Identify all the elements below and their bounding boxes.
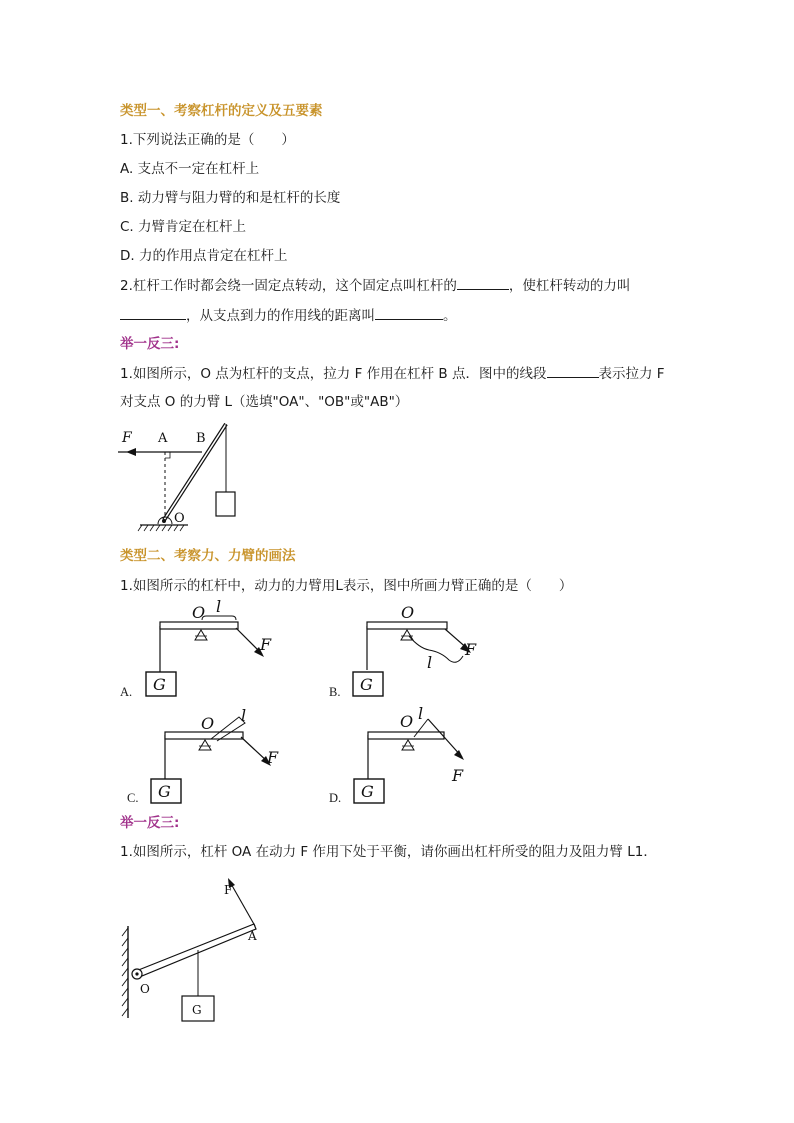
answer-blank bbox=[547, 364, 599, 378]
lever-figure-2 bbox=[120, 868, 270, 1028]
lever-bar bbox=[368, 732, 444, 739]
label-B: B bbox=[196, 431, 206, 446]
label-A: A bbox=[158, 431, 168, 446]
option-b-figure[interactable] bbox=[345, 600, 495, 700]
label-O: O bbox=[400, 712, 414, 731]
question-1-stem: 1.下列说法正确的是（ ） bbox=[120, 132, 295, 148]
label-G: G bbox=[361, 782, 374, 801]
fulcrum bbox=[402, 740, 414, 750]
practice-1-text-b: 表示拉力 F bbox=[598, 366, 665, 382]
practice-1-line-1 bbox=[120, 364, 665, 383]
section-2-heading: 类型二、考察力、力臂的画法 bbox=[120, 548, 296, 564]
option-d-figure[interactable] bbox=[348, 705, 498, 805]
pivot-point bbox=[162, 519, 166, 523]
option-a-label: A. bbox=[120, 685, 133, 699]
fulcrum bbox=[195, 630, 207, 640]
hanging-weight bbox=[216, 492, 235, 516]
option-c-figure[interactable] bbox=[145, 705, 295, 805]
lever-bar bbox=[367, 622, 447, 629]
question-1-option-b: B. 动力臂与阻力臂的和是杠杆的长度 bbox=[120, 190, 341, 206]
arm-brace bbox=[202, 616, 236, 620]
option-b-label: B. bbox=[329, 685, 341, 699]
label-F: F bbox=[260, 635, 272, 654]
label-F: F bbox=[465, 640, 477, 659]
force-line bbox=[230, 882, 255, 926]
question-2-text-a: 2.杠杆工作时都会绕一固定点转动，这个固定点叫杠杆的 bbox=[120, 278, 457, 294]
force-arrow-head bbox=[454, 750, 464, 760]
label-l: l bbox=[241, 706, 247, 725]
practice-2-stem: 1.如图所示，杠杆 OA 在动力 F 作用下处于平衡，请你画出杠杆所受的阻力及阻力臂 L1． bbox=[120, 844, 657, 860]
question-2-text-b: ，使杠杆转动的力叫 bbox=[508, 278, 631, 294]
practice-1-line-2: 对支点 O 的力臂 L（选填"OA"、"OB"或"AB"） bbox=[120, 394, 409, 410]
question-1-option-c: C. 力臂肯定在杠杆上 bbox=[120, 219, 247, 235]
label-O: O bbox=[140, 982, 150, 996]
lever-bar bbox=[136, 924, 256, 978]
section-1-heading: 类型一、考察杠杆的定义及五要素 bbox=[120, 103, 323, 119]
label-A: A bbox=[248, 929, 257, 943]
fulcrum bbox=[199, 740, 211, 750]
option-a-figure[interactable] bbox=[140, 597, 290, 700]
section-2-question-1-stem: 1.如图所示的杠杆中，动力的力臂用L表示，图中所画力臂正确的是（ ） bbox=[120, 578, 573, 594]
question-2-line-2 bbox=[120, 306, 457, 325]
question-1-option-d: D. 力的作用点肯定在杠杆上 bbox=[120, 248, 288, 264]
label-F: F bbox=[122, 430, 132, 446]
label-O: O bbox=[192, 603, 206, 622]
label-F: F bbox=[224, 883, 233, 897]
question-1-option-a: A. 支点不一定在杠杆上 bbox=[120, 161, 260, 177]
answer-blank bbox=[120, 306, 186, 320]
option-d-label: D. bbox=[329, 791, 342, 805]
answer-blank bbox=[375, 306, 443, 320]
force-arrow-head bbox=[126, 448, 136, 456]
label-l: l bbox=[427, 653, 433, 672]
label-O: O bbox=[401, 603, 415, 622]
label-O: O bbox=[174, 511, 185, 526]
answer-blank bbox=[457, 276, 509, 290]
question-2-text-c: ，从支点到力的作用线的距离叫 bbox=[186, 308, 375, 324]
option-c-label: C. bbox=[127, 791, 139, 805]
label-G: G bbox=[192, 1003, 202, 1017]
question-2-line-1 bbox=[120, 276, 630, 295]
label-G: G bbox=[158, 782, 171, 801]
practice-heading-1: 举一反三: bbox=[120, 336, 180, 352]
label-O: O bbox=[201, 714, 215, 733]
label-G: G bbox=[153, 675, 166, 694]
practice-1-text-a: 1.如图所示，O 点为杠杆的支点，拉力 F 作用在杠杆 B 点．图中的线段 bbox=[120, 366, 547, 382]
arm-brace bbox=[409, 636, 463, 662]
label-G: G bbox=[360, 675, 373, 694]
label-l: l bbox=[216, 597, 222, 616]
lever-bar bbox=[165, 732, 243, 739]
question-2-text-d: 。 bbox=[443, 308, 457, 324]
lever-figure-1 bbox=[118, 420, 248, 536]
label-l: l bbox=[418, 704, 424, 723]
label-F: F bbox=[267, 748, 279, 767]
wall-hatch bbox=[122, 928, 128, 1016]
right-angle-mark bbox=[165, 452, 170, 458]
label-F: F bbox=[452, 766, 464, 785]
lever-bar bbox=[160, 622, 238, 629]
practice-heading-2: 举一反三: bbox=[120, 815, 180, 831]
